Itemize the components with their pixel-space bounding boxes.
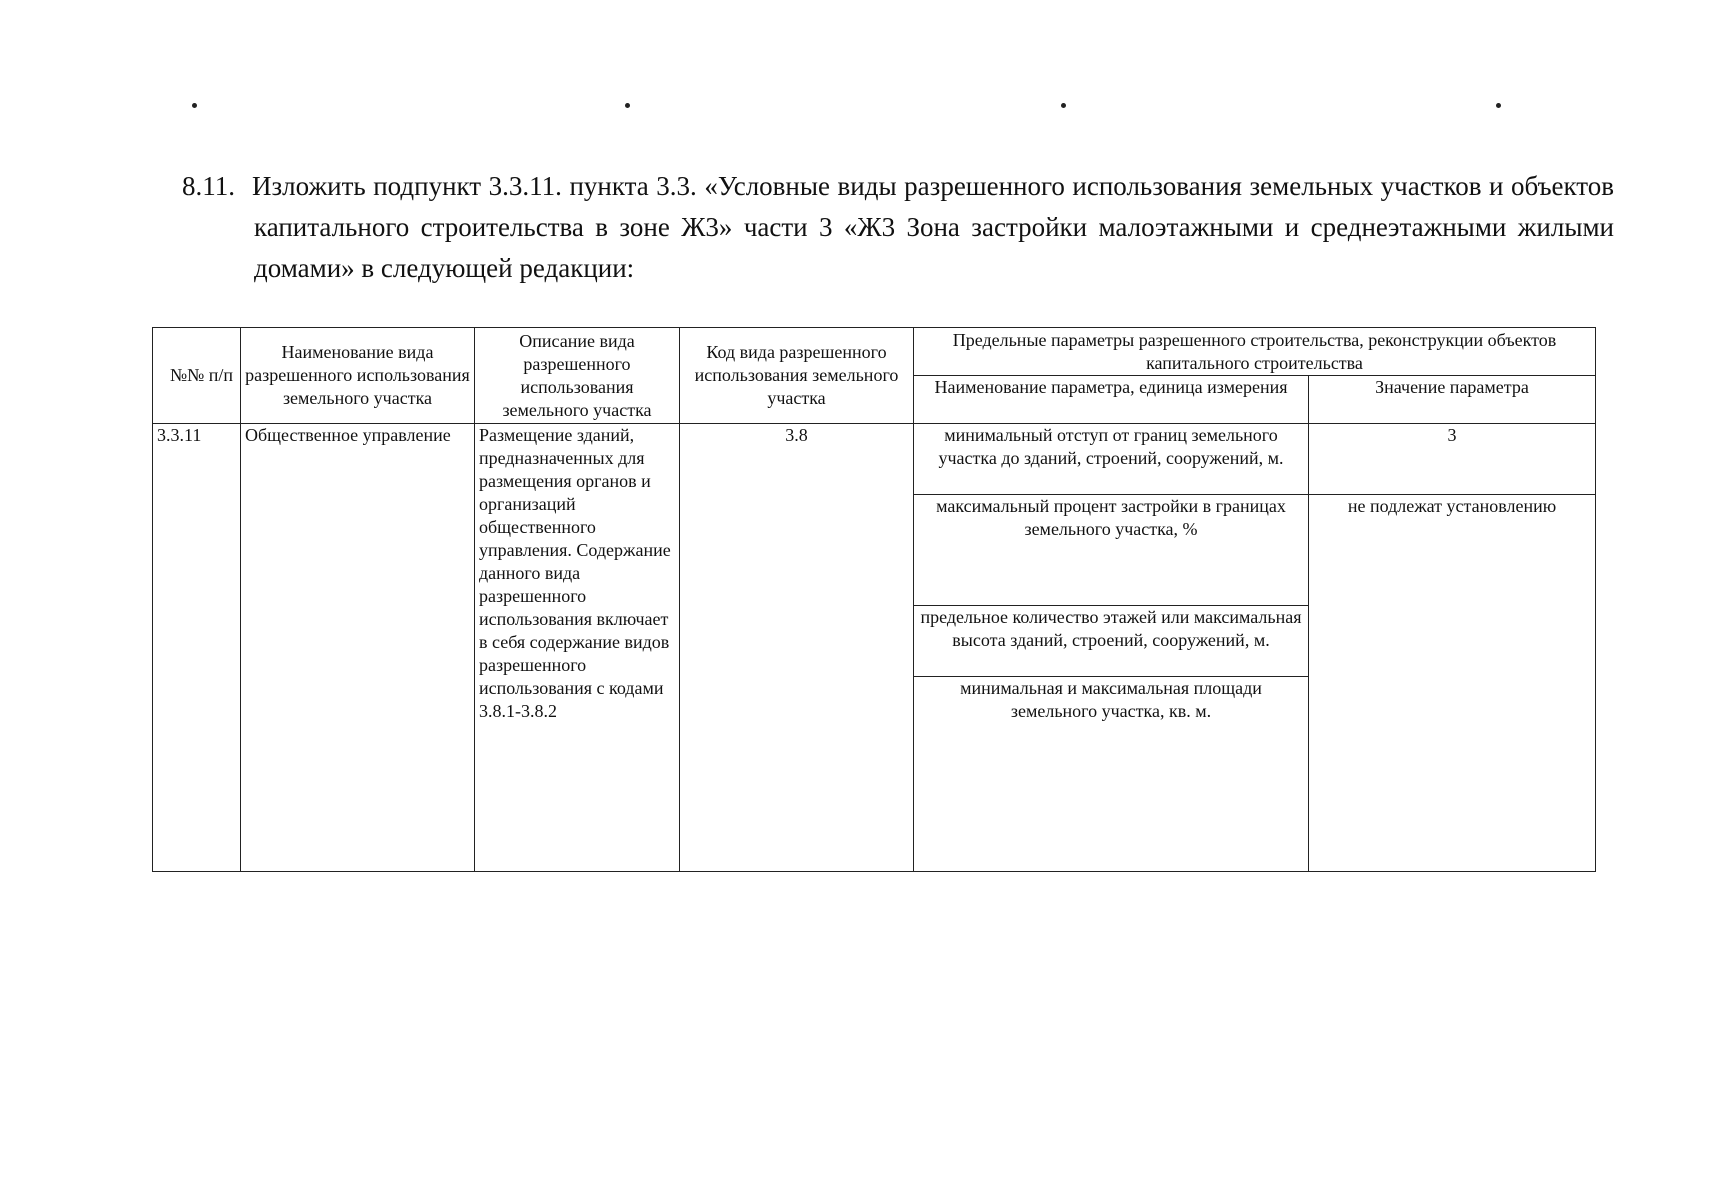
table-header-row bbox=[153, 328, 1596, 376]
amendment-paragraph bbox=[182, 166, 1614, 289]
scan-dot bbox=[1061, 103, 1066, 108]
row-use-code: 3.8 bbox=[680, 424, 914, 872]
scan-dot bbox=[625, 103, 630, 108]
row-use-description: Размещение зданий, предназначенных для размещения органов и организаций общественного управления. Содержание данного вида разрешенного использования включает в себя содержание видов разрешенного использования с кодами 3.8.1-3.8.2 bbox=[475, 424, 680, 872]
param-name: минимальная и максимальная площади земельного участка, кв. м. bbox=[914, 677, 1309, 872]
header-number: №№ п/п bbox=[153, 328, 241, 424]
param-value: не подлежат установлению bbox=[1309, 495, 1596, 872]
paragraph-text: Изложить подпункт 3.3.11. пункта 3.3. «Условные виды разрешенного использования земельных участков и объектов капитального строительства в зоне Ж3» части 3 «Ж3 Зона застройки малоэтажными и среднеэтажными жилыми домами» в следующей редакции: bbox=[252, 171, 1614, 283]
param-value: 3 bbox=[1309, 424, 1596, 495]
row-number: 3.3.11 bbox=[153, 424, 241, 872]
scan-dot bbox=[192, 103, 197, 108]
param-name: минимальный отступ от границ земельного участка до зданий, строений, сооружений, м. bbox=[914, 424, 1309, 495]
header-parameter-name: Наименование параметра, единица измерения bbox=[914, 376, 1309, 424]
param-name: предельное количество этажей или максимальная высота зданий, строений, сооружений, м. bbox=[914, 606, 1309, 677]
header-use-description: Описание вида разрешенного использования земельного участка bbox=[475, 328, 680, 424]
header-use-name: Наименование вида разрешенного использования земельного участка bbox=[241, 328, 475, 424]
row-use-name: Общественное управление bbox=[241, 424, 475, 872]
paragraph-number: 8.11. bbox=[182, 171, 235, 201]
table-row bbox=[153, 424, 1596, 495]
header-parameter-value: Значение параметра bbox=[1309, 376, 1596, 424]
scan-dot bbox=[1496, 103, 1501, 108]
header-use-code: Код вида разрешенного использования земельного участка bbox=[680, 328, 914, 424]
param-name: максимальный процент застройки в границах земельного участка, % bbox=[914, 495, 1309, 606]
header-parameters-group: Предельные параметры разрешенного строительства, реконструкции объектов капитального строительства bbox=[914, 328, 1596, 376]
permitted-use-table bbox=[152, 327, 1596, 872]
